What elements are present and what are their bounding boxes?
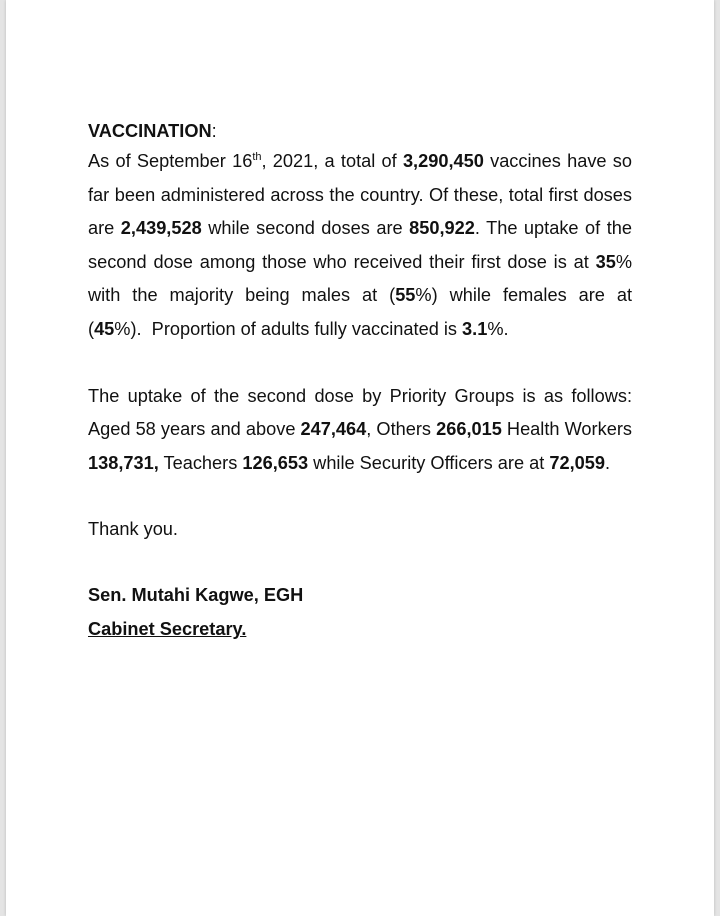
para1-text-8: %). Proportion of adults fully vaccinated is	[114, 318, 463, 339]
vaccination-paragraph	[88, 145, 632, 347]
security-officers-value: 72,059	[549, 452, 606, 473]
date-superscript: th	[252, 151, 262, 163]
paragraph-spacer	[88, 547, 632, 578]
total-vaccines-value: 3,290,450	[402, 151, 484, 171]
signatory-title: Cabinet Secretary.	[88, 618, 247, 639]
others-value: 266,015	[436, 419, 502, 440]
paragraph-spacer	[88, 347, 632, 380]
document-body	[88, 117, 632, 646]
teachers-value: 126,653	[242, 452, 309, 473]
heading-text: VACCINATION	[88, 121, 212, 141]
health-workers-value: 138,731,	[88, 452, 159, 473]
second-doses-value: 850,922	[409, 218, 475, 239]
para2-text-4: Teachers	[158, 452, 243, 473]
females-percent-value: 45	[94, 318, 115, 339]
para2-text-1: The uptake of the second dose by Priority Groups is as follows: Aged 58 years and above	[88, 385, 632, 440]
para1-text-7: %) while females are at (	[88, 285, 632, 339]
para1-text-5: . The uptake of the second dose among those who received their first dose is at	[88, 218, 632, 272]
para1-text-1: As of September 16	[88, 151, 253, 171]
para1-text-2: , 2021, a total of	[261, 151, 403, 171]
males-percent-value: 55	[395, 285, 416, 306]
priority-groups-paragraph	[88, 380, 632, 481]
para2-text-2: , Others	[366, 419, 437, 440]
para1-text-6: % with the majority being males at (	[88, 251, 632, 306]
document-page	[6, 0, 714, 916]
first-doses-value: 2,439,528	[120, 218, 202, 239]
para2-text-3: Health Workers	[501, 419, 632, 440]
heading-colon: :	[211, 121, 217, 141]
fully-vaccinated-value: 3.1	[462, 318, 488, 339]
aged-58-value: 247,464	[300, 419, 367, 440]
uptake-percent-value: 35	[595, 251, 616, 272]
para1-text-4: while second doses are	[201, 218, 410, 239]
signatory-name: Sen. Mutahi Kagwe, EGH	[88, 584, 304, 605]
para2-text-5: while Security Officers are at	[308, 452, 550, 473]
closing-text: Thank you.	[88, 519, 178, 540]
section-heading	[88, 117, 632, 145]
paragraph-spacer	[88, 480, 632, 513]
para2-text-6: .	[605, 452, 611, 473]
para1-text-9: %.	[487, 318, 509, 339]
para1-text-3: vaccines have so far been administered across the country. Of these, total first doses are	[88, 151, 632, 239]
